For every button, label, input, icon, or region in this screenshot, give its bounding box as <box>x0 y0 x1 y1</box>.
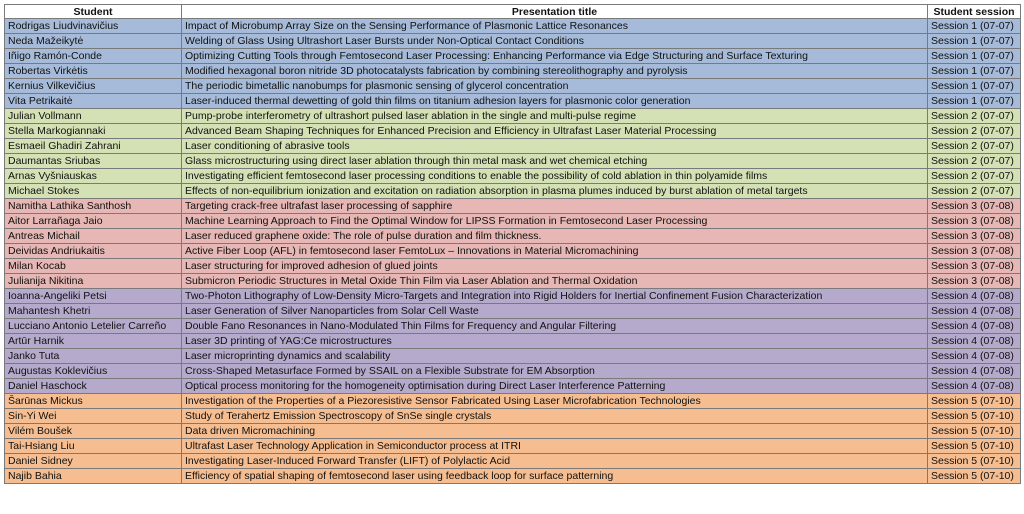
table-row <box>5 469 1021 484</box>
presentation-title-cell: Double Fano Resonances in Nano-Modulated Thin Films for Frequency and Angular Filtering <box>182 319 928 334</box>
student-cell: Šarūnas Mickus <box>5 394 182 409</box>
schedule-table-container <box>4 4 1021 484</box>
student-session-cell: Session 2 (07-07) <box>928 109 1021 124</box>
student-cell: Ioanna-Angeliki Petsi <box>5 289 182 304</box>
student-session-cell: Session 3 (07-08) <box>928 199 1021 214</box>
student-session-cell: Session 5 (07-10) <box>928 409 1021 424</box>
student-cell: Esmaeil Ghadiri Zahrani <box>5 139 182 154</box>
table-row <box>5 169 1021 184</box>
student-cell: Arnas Vyšniauskas <box>5 169 182 184</box>
student-cell: Stella Markogiannaki <box>5 124 182 139</box>
student-session-cell: Session 4 (07-08) <box>928 319 1021 334</box>
student-cell: Sin-Yi Wei <box>5 409 182 424</box>
student-cell: Julian Vollmann <box>5 109 182 124</box>
student-cell: Daniel Sidney <box>5 454 182 469</box>
presentation-title-cell: Impact of Microbump Array Size on the Sensing Performance of Plasmonic Lattice Resonances <box>182 19 928 34</box>
student-session-cell: Session 2 (07-07) <box>928 124 1021 139</box>
table-row <box>5 139 1021 154</box>
student-session-cell: Session 1 (07-07) <box>928 49 1021 64</box>
student-session-cell: Session 3 (07-08) <box>928 259 1021 274</box>
presentation-title-cell: Laser microprinting dynamics and scalability <box>182 349 928 364</box>
student-session-cell: Session 1 (07-07) <box>928 34 1021 49</box>
table-row <box>5 424 1021 439</box>
student-cell: Daumantas Sriubas <box>5 154 182 169</box>
student-cell: Rodrigas Liudvinavičius <box>5 19 182 34</box>
presentation-title-cell: Active Fiber Loop (AFL) in femtosecond laser FemtoLux – Innovations in Material Micromachining <box>182 244 928 259</box>
presentation-title-cell: Targeting crack-free ultrafast laser processing of sapphire <box>182 199 928 214</box>
table-row <box>5 124 1021 139</box>
presentation-title-cell: Effects of non-equilibrium ionization and excitation on radiation absorption in plasma plumes induced by burst ablation of metal targets <box>182 184 928 199</box>
student-cell: Najib Bahia <box>5 469 182 484</box>
table-row <box>5 334 1021 349</box>
presentation-title-cell: Ultrafast Laser Technology Application in Semiconductor process at ITRI <box>182 439 928 454</box>
student-session-cell: Session 5 (07-10) <box>928 469 1021 484</box>
table-body <box>5 19 1021 484</box>
presentation-title-cell: Advanced Beam Shaping Techniques for Enhanced Precision and Efficiency in Ultrafast Laser Material Processing <box>182 124 928 139</box>
table-row <box>5 34 1021 49</box>
student-cell: Vilém Boušek <box>5 424 182 439</box>
presentation-title-cell: Cross-Shaped Metasurface Formed by SSAIL on a Flexible Substrate for EM Absorption <box>182 364 928 379</box>
table-row <box>5 259 1021 274</box>
table-row <box>5 319 1021 334</box>
student-session-cell: Session 1 (07-07) <box>928 94 1021 109</box>
student-cell: Mahantesh Khetri <box>5 304 182 319</box>
table-row <box>5 64 1021 79</box>
table-row <box>5 364 1021 379</box>
student-cell: Lucciano Antonio Letelier Carreño <box>5 319 182 334</box>
student-session-cell: Session 4 (07-08) <box>928 379 1021 394</box>
student-cell: Tai-Hsiang Liu <box>5 439 182 454</box>
header-row <box>5 5 1021 19</box>
table-row <box>5 94 1021 109</box>
presentation-title-cell: Optical process monitoring for the homogeneity optimisation during Direct Laser Interference Patterning <box>182 379 928 394</box>
student-cell: Michael Stokes <box>5 184 182 199</box>
presentation-title-cell: Laser 3D printing of YAG:Ce microstructures <box>182 334 928 349</box>
student-cell: Kernius Vilkevičius <box>5 79 182 94</box>
presentation-title-cell: Pump-probe interferometry of ultrashort pulsed laser ablation in the single and multi-pulse regime <box>182 109 928 124</box>
student-cell: Janko Tuta <box>5 349 182 364</box>
student-cell: Robertas Virkėtis <box>5 64 182 79</box>
student-session-cell: Session 4 (07-08) <box>928 289 1021 304</box>
student-session-cell: Session 3 (07-08) <box>928 229 1021 244</box>
student-cell: Vita Petrikaitė <box>5 94 182 109</box>
table-row <box>5 19 1021 34</box>
student-cell: Artūr Harnik <box>5 334 182 349</box>
presentation-title-cell: Efficiency of spatial shaping of femtosecond laser using feedback loop for surface patterning <box>182 469 928 484</box>
table-row <box>5 439 1021 454</box>
presentation-title-cell: Investigation of the Properties of a Piezoresistive Sensor Fabricated Using Laser Microfabrication Technologies <box>182 394 928 409</box>
student-session-cell: Session 3 (07-08) <box>928 244 1021 259</box>
table-row <box>5 244 1021 259</box>
student-session-cell: Session 4 (07-08) <box>928 364 1021 379</box>
presentation-title-cell: Submicron Periodic Structures in Metal Oxide Thin Film via Laser Ablation and Thermal Oxidation <box>182 274 928 289</box>
presentation-title-cell: Machine Learning Approach to Find the Optimal Window for LIPSS Formation in Femtosecond Laser Processing <box>182 214 928 229</box>
presentation-title-cell: Modified hexagonal boron nitride 3D photocatalysts fabrication by combining stereolithography and pyrolysis <box>182 64 928 79</box>
student-cell: Deividas Andriukaitis <box>5 244 182 259</box>
presentation-title-cell: Laser reduced graphene oxide: The role of pulse duration and film thickness. <box>182 229 928 244</box>
student-cell: Iñigo Ramón-Conde <box>5 49 182 64</box>
student-session-cell: Session 5 (07-10) <box>928 424 1021 439</box>
presentation-title-cell: Two-Photon Lithography of Low-Density Micro-Targets and Integration into Rigid Holders for Inertial Confinement Fusion Characterization <box>182 289 928 304</box>
presentation-title-cell: Study of Terahertz Emission Spectroscopy of SnSe single crystals <box>182 409 928 424</box>
student-cell: Milan Kocab <box>5 259 182 274</box>
student-session-cell: Session 2 (07-07) <box>928 169 1021 184</box>
student-session-cell: Session 2 (07-07) <box>928 184 1021 199</box>
table-row <box>5 214 1021 229</box>
presentation-title-cell: Laser Generation of Silver Nanoparticles from Solar Cell Waste <box>182 304 928 319</box>
table-row <box>5 454 1021 469</box>
presentation-title-cell: Laser conditioning of abrasive tools <box>182 139 928 154</box>
presentation-title-cell: Investigating Laser-Induced Forward Transfer (LIFT) of Polylactic Acid <box>182 454 928 469</box>
student-session-cell: Session 1 (07-07) <box>928 64 1021 79</box>
table-row <box>5 394 1021 409</box>
header-presentation-title: Presentation title <box>182 5 928 19</box>
table-row <box>5 109 1021 124</box>
student-cell: Namitha Lathika Santhosh <box>5 199 182 214</box>
presentation-title-cell: Data driven Micromachining <box>182 424 928 439</box>
student-session-cell: Session 1 (07-07) <box>928 79 1021 94</box>
presentation-title-cell: Investigating efficient femtosecond laser processing conditions to enable the possibility of cold ablation in thin polyamide films <box>182 169 928 184</box>
table-row <box>5 409 1021 424</box>
table-row <box>5 349 1021 364</box>
presentation-title-cell: Welding of Glass Using Ultrashort Laser Bursts under Non-Optical Contact Conditions <box>182 34 928 49</box>
table-row <box>5 199 1021 214</box>
student-session-cell: Session 2 (07-07) <box>928 154 1021 169</box>
table-row <box>5 304 1021 319</box>
presentation-title-cell: Optimizing Cutting Tools through Femtosecond Laser Processing: Enhancing Performance via Edge Structuring and Surface Texturing <box>182 49 928 64</box>
student-session-cell: Session 5 (07-10) <box>928 454 1021 469</box>
presentation-title-cell: Laser-induced thermal dewetting of gold thin films on titanium adhesion layers for plasmonic color generation <box>182 94 928 109</box>
presentation-title-cell: The periodic bimetallic nanobumps for plasmonic sensing of glycerol concentration <box>182 79 928 94</box>
header-student: Student <box>5 5 182 19</box>
table-row <box>5 79 1021 94</box>
student-cell: Neda Mažeikytė <box>5 34 182 49</box>
table-row <box>5 49 1021 64</box>
student-session-cell: Session 5 (07-10) <box>928 394 1021 409</box>
student-session-cell: Session 4 (07-08) <box>928 304 1021 319</box>
student-cell: Daniel Haschock <box>5 379 182 394</box>
table-row <box>5 154 1021 169</box>
presentation-schedule-table <box>4 4 1021 484</box>
presentation-title-cell: Laser structuring for improved adhesion of glued joints <box>182 259 928 274</box>
table-row <box>5 229 1021 244</box>
student-cell: Antreas Michail <box>5 229 182 244</box>
student-cell: Julianija Nikitina <box>5 274 182 289</box>
table-row <box>5 379 1021 394</box>
student-session-cell: Session 3 (07-08) <box>928 274 1021 289</box>
student-session-cell: Session 4 (07-08) <box>928 349 1021 364</box>
table-row <box>5 289 1021 304</box>
student-cell: Aitor Larrañaga Jaio <box>5 214 182 229</box>
student-session-cell: Session 4 (07-08) <box>928 334 1021 349</box>
student-session-cell: Session 5 (07-10) <box>928 439 1021 454</box>
header-student-session: Student session <box>928 5 1021 19</box>
student-session-cell: Session 3 (07-08) <box>928 214 1021 229</box>
presentation-title-cell: Glass microstructuring using direct laser ablation through thin metal mask and wet chemical etching <box>182 154 928 169</box>
table-row <box>5 184 1021 199</box>
table-row <box>5 274 1021 289</box>
student-cell: Augustas Koklevičius <box>5 364 182 379</box>
student-session-cell: Session 2 (07-07) <box>928 139 1021 154</box>
student-session-cell: Session 1 (07-07) <box>928 19 1021 34</box>
